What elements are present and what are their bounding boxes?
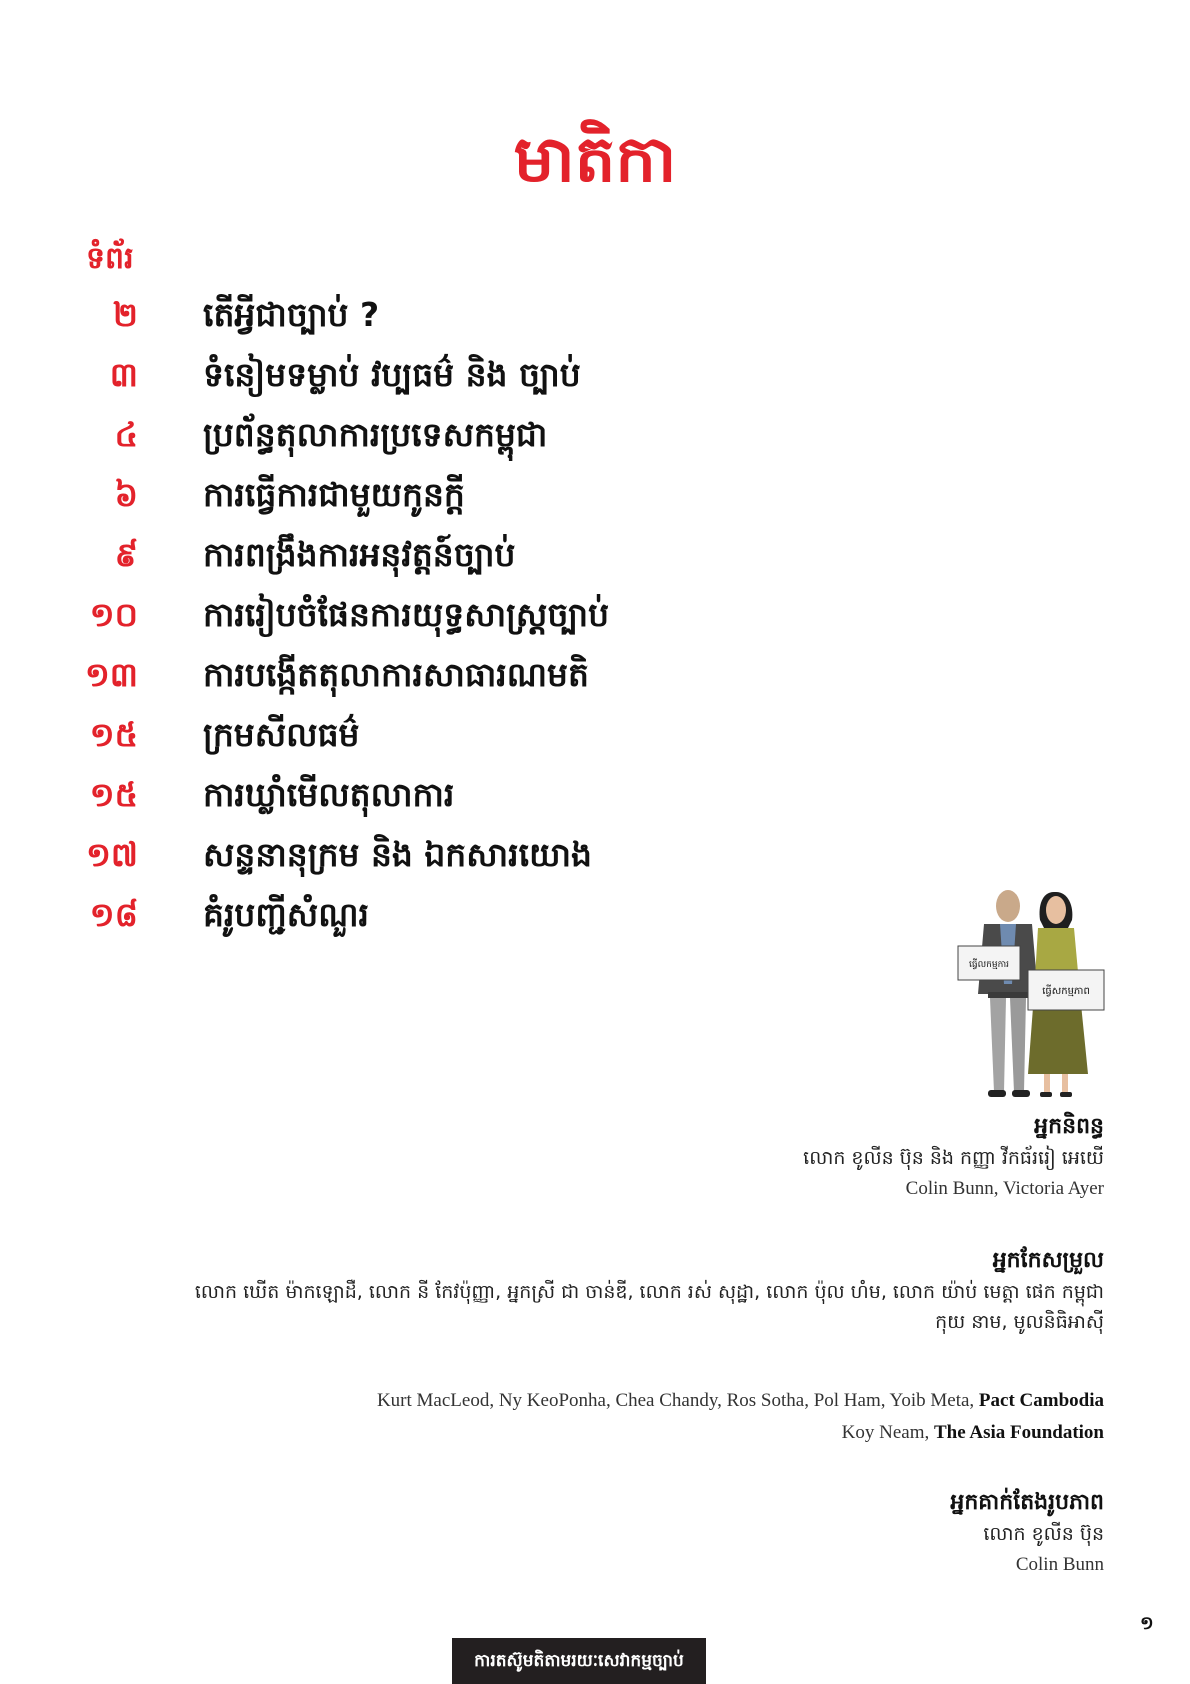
footer-title-bar: ការតស៊ូមតិតាមរយៈសេវាកម្មច្បាប់ — [452, 1638, 706, 1684]
authors-english: Colin Bunn, Victoria Ayer — [905, 1178, 1104, 1200]
sign-left-label: ធ្វើលកម្មការ — [969, 960, 1009, 970]
editors-names-1: Kurt MacLeod, Ny KeoPonha, Chea Chandy, Ros Sotha, Pol Ham, Yoib Meta, — [376, 1390, 975, 1411]
toc-title: ការឃ្លាំមើលតុលាការ — [203, 775, 455, 814]
toc-entry[interactable] — [0, 534, 720, 594]
table-of-contents — [0, 294, 720, 954]
design-khmer: លោក ខូលីន ប៊ុន — [983, 1522, 1104, 1545]
design-english: Colin Bunn — [1015, 1554, 1104, 1576]
advocates-illustration — [956, 884, 1116, 1104]
page-number: ១ — [1140, 1613, 1154, 1634]
toc-title: ការពង្រឹងការអនុវត្តន៍ច្បាប់ — [203, 535, 516, 574]
toc-title: ទំនៀមទម្លាប់ វប្បធម៌ និង ច្បាប់ — [203, 355, 581, 394]
toc-title: ការរៀបចំផែនការយុទ្ធសាស្រ្តច្បាប់ — [203, 595, 610, 634]
toc-page-number: ២ — [113, 295, 138, 334]
editors-english-line2 — [84, 1417, 1104, 1449]
toc-entry[interactable] — [0, 354, 720, 414]
toc-page-number: ៦ — [114, 475, 138, 514]
authors-khmer: លោក ខូលីន ប៊ុន និង កញ្ញា វីកធ័ររៀ អេយើ — [803, 1146, 1104, 1169]
authors-heading: អ្នកនិពន្ធ — [1034, 1114, 1104, 1139]
toc-page-number: ១៣ — [84, 655, 138, 694]
toc-page-number: ៩ — [114, 535, 138, 574]
toc-entry[interactable] — [0, 774, 720, 834]
editors-khmer-line1: លោក ឃើត ម៉ាកឡោដឺ, លោក នី កែវប៉ុញ្ញា, អ្នកស្រី ជា ចាន់ឌី, លោក រស់ សុដ្ឋា, លោក ប៉ុល ហំម, លោក យ៉ាប់ មេត្តា ផេក កម្ពុជា — [194, 1280, 1104, 1303]
design-section — [84, 1488, 1104, 1581]
toc-entry[interactable] — [0, 414, 720, 474]
editors-names-2: Koy Neam, — [841, 1422, 930, 1444]
page-title: មាតិកា — [513, 123, 677, 197]
org-asia-foundation: The Asia Foundation — [934, 1422, 1104, 1444]
toc-title: សន្ទនានុក្រម និង ឯកសារយោង — [203, 835, 592, 874]
toc-page-number: ១៥ — [89, 715, 138, 754]
toc-title: តើអ្វីជាច្បាប់ ? — [203, 295, 380, 334]
toc-title: ក្រមសីលធម៌ — [203, 715, 360, 754]
editors-khmer-line2: កុយ នាម, មូលនិធិអាស៊ី — [935, 1311, 1104, 1334]
toc-page-number: ១០ — [89, 595, 138, 634]
org-pact-cambodia: Pact Cambodia — [978, 1390, 1104, 1411]
toc-title: ការបង្កើតតុលាការសាធារណមតិ — [203, 655, 589, 694]
page-column-label: ទំព័រ — [86, 241, 134, 276]
toc-entry[interactable] — [0, 594, 720, 654]
toc-page-number: ១៧ — [85, 835, 138, 874]
toc-entry[interactable] — [0, 834, 720, 894]
toc-entry[interactable] — [0, 894, 720, 954]
toc-title: ការធ្វើការជាមួយកូនក្តី — [203, 475, 465, 514]
editors-section — [84, 1246, 1104, 1338]
editors-english-section — [84, 1385, 1104, 1450]
editors-english-line1 — [84, 1385, 1104, 1417]
toc-title: ប្រព័ន្ធតុលាការប្រទេសកម្ពុជា — [203, 415, 548, 454]
authors-section — [84, 1112, 1104, 1205]
toc-page-number: ១៨ — [89, 895, 138, 934]
design-heading: អ្នកគាក់តែងរូបភាព — [950, 1490, 1104, 1515]
toc-page-number: ១៥ — [89, 775, 138, 814]
toc-entry[interactable] — [0, 474, 720, 534]
editors-heading: អ្នកកែសម្រួល — [992, 1248, 1104, 1273]
toc-title: គំរូបញ្ជីសំណួរ — [203, 895, 369, 934]
toc-page-number: ៤ — [114, 415, 138, 454]
toc-entry[interactable] — [0, 654, 720, 714]
toc-page-number: ៣ — [109, 355, 138, 394]
toc-entry[interactable] — [0, 294, 720, 354]
sign-right-label: ធ្វើសកម្មភាព — [1042, 986, 1090, 997]
toc-entry[interactable] — [0, 714, 720, 774]
